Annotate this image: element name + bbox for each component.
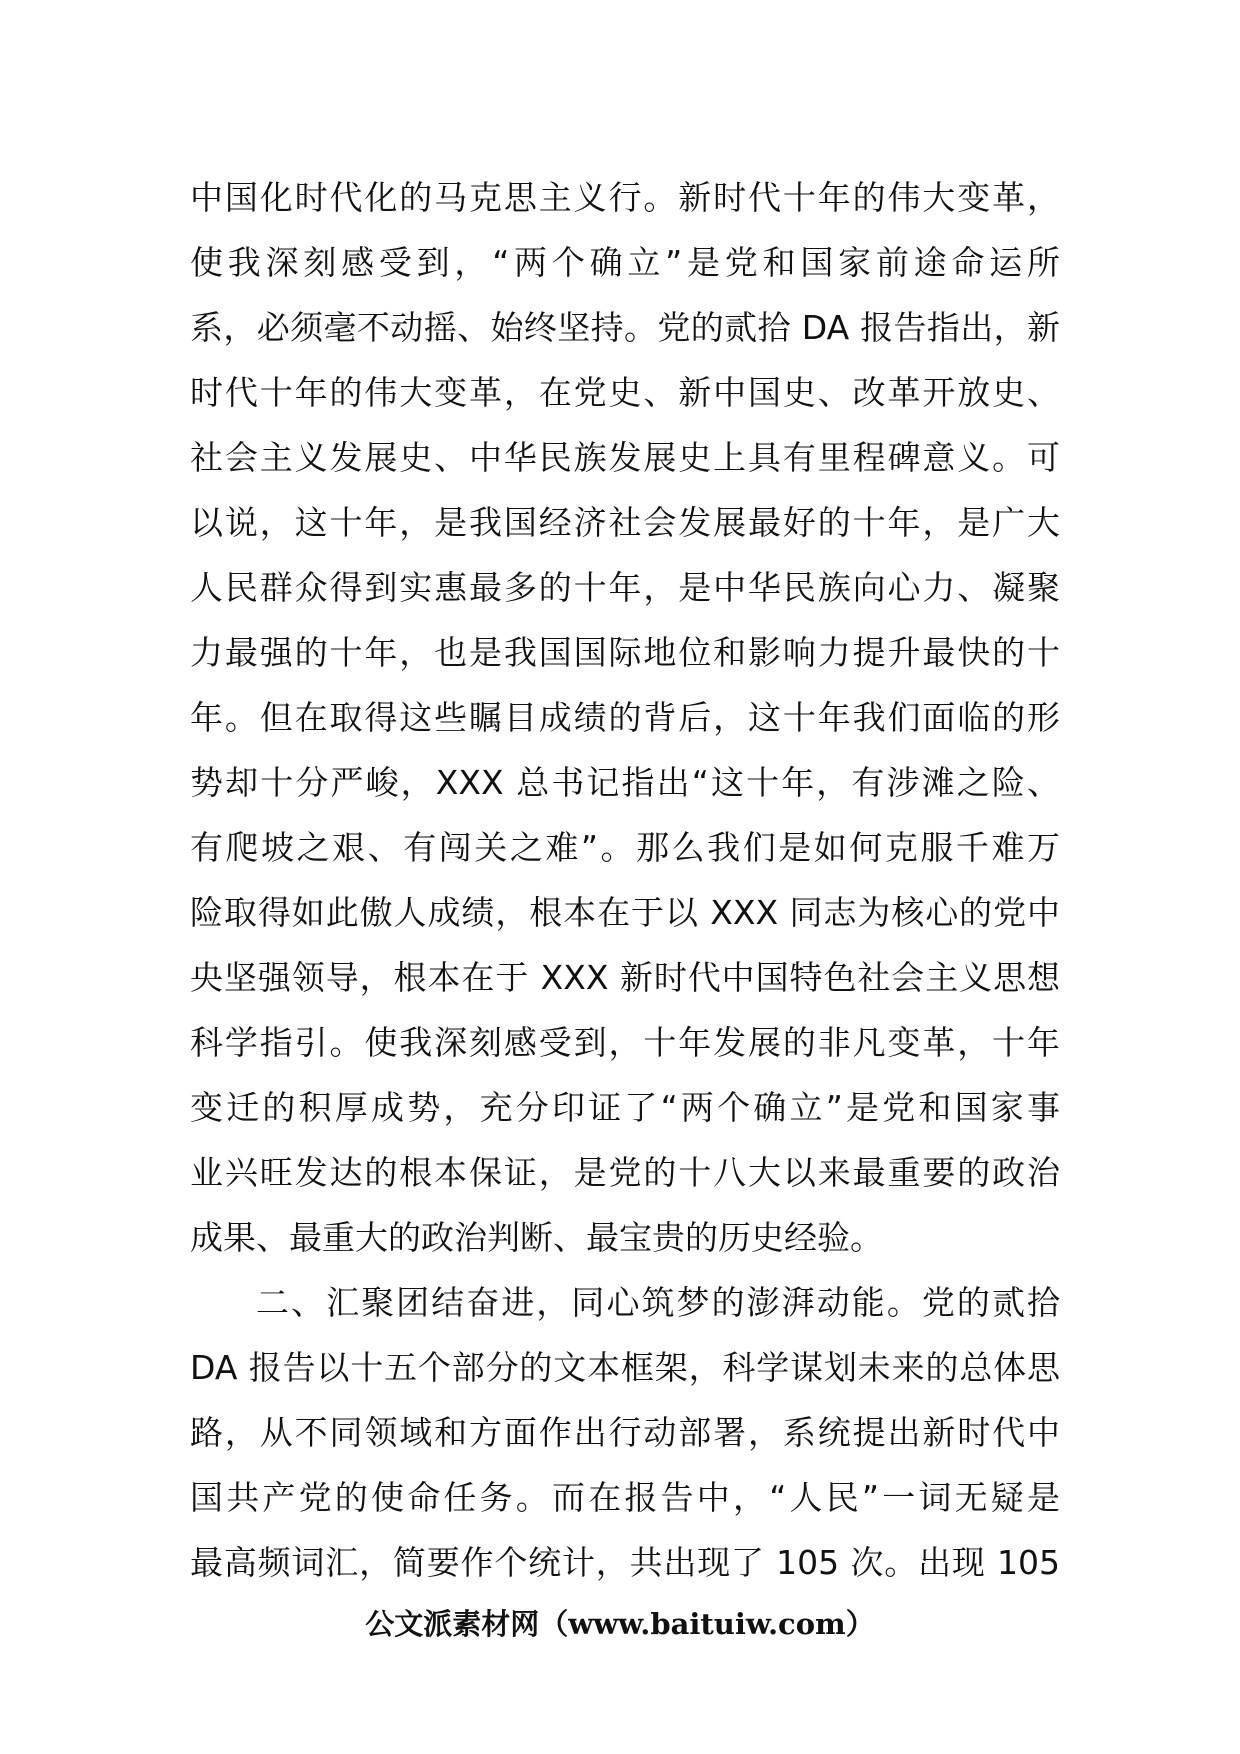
body-line-9: 年。但在取得这些瞩目成绩的背后，这十年我们面临的形: [190, 698, 1060, 737]
body-line-7: 人民群众得到实惠最多的十年，是中华民族向心力、凝聚: [190, 568, 1060, 607]
body-line-20: 路，从不同领域和方面作出行动部署，系统提出新时代中: [190, 1413, 1060, 1452]
body-line-10: 势却十分严峻，XXX 总书记指出“这十年，有涉滩之险、: [190, 763, 1060, 802]
document-body: [190, 165, 1060, 1595]
body-line-11: 有爬坡之艰、有闯关之难”。那么我们是如何克服千难万: [190, 828, 1060, 867]
footer-watermark-text: 公文派素材网（www.baituiw.com）: [365, 1607, 875, 1641]
body-line-17: 成果、最重大的政治判断、最宝贵的历史经验。: [190, 1218, 883, 1257]
body-line-2: 使我深刻感受到，“两个确立”是党和国家前途命运所: [190, 243, 1060, 282]
body-line-4: 时代十年的伟大变革，在党史、新中国史、改革开放史、: [190, 373, 1060, 412]
body-line-19: DA 报告以十五个部分的文本框架，科学谋划未来的总体思: [190, 1348, 1060, 1387]
body-line-1: 中国化时代化的马克思主义行。新时代十年的伟大变革，: [190, 178, 1060, 217]
body-line-22: 最高频词汇，简要作个统计，共出现了 105 次。出现 105: [190, 1543, 1060, 1582]
body-line-6: 以说，这十年，是我国经济社会发展最好的十年，是广大: [190, 503, 1060, 542]
body-line-12: 险取得如此傲人成绩，根本在于以 XXX 同志为核心的党中: [190, 893, 1060, 932]
body-line-13: 央坚强领导，根本在于 XXX 新时代中国特色社会主义思想: [190, 958, 1060, 997]
body-line-16: 业兴旺发达的根本保证，是党的十八大以来最重要的政治: [190, 1153, 1060, 1192]
section-heading-line: 二、汇聚团结奋进，同心筑梦的澎湃动能。党的贰拾: [256, 1283, 1060, 1322]
body-line-3: 系，必须毫不动摇、始终坚持。党的贰拾 DA 报告指出，新: [190, 308, 1060, 347]
body-line-21: 国共产党的使命任务。而在报告中，“人民”一词无疑是: [190, 1478, 1060, 1517]
body-line-8: 力最强的十年，也是我国国际地位和影响力提升最快的十: [190, 633, 1060, 672]
body-line-15: 变迁的积厚成势，充分印证了“两个确立”是党和国家事: [190, 1088, 1060, 1127]
body-line-14: 科学指引。使我深刻感受到，十年发展的非凡变革，十年: [190, 1023, 1060, 1062]
body-line-5: 社会主义发展史、中华民族发展史上具有里程碑意义。可: [190, 438, 1060, 477]
